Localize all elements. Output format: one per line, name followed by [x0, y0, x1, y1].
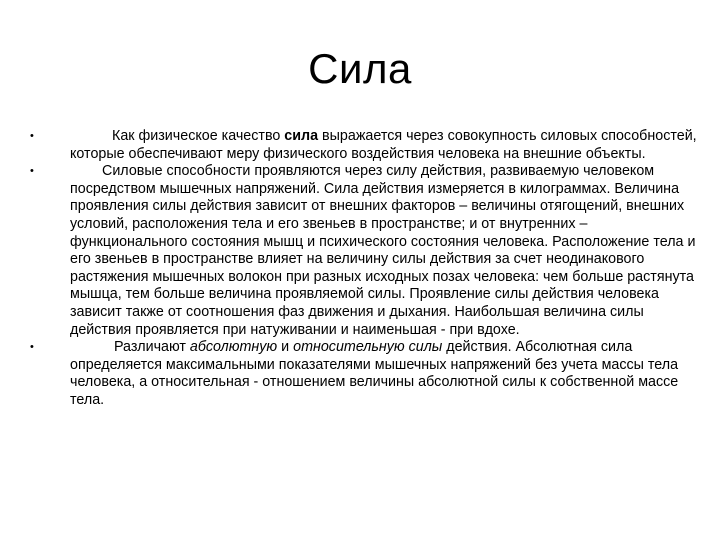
italic-term: абсолютную	[189, 339, 278, 356]
text-run: выражается через совокупность силовых способностей, которые обеспечивают меру физического воздействия человека на внешние объекты.	[70, 128, 697, 162]
text-run: Различают	[114, 339, 190, 356]
slide-title: Сила	[308, 45, 412, 92]
bullet-item-1	[30, 128, 698, 163]
bullet-text-2	[70, 163, 698, 339]
bullet-icon: •	[30, 165, 34, 178]
bullet-text-1	[70, 128, 698, 163]
text-run: Силовые способности проявляются через силу действия, развиваемую человеком посредством мышечных напряжений. Сила действия измеряется в килограммах. Величина проявления силы действия зависит от внешних факторов – величины отягощений, внешних условий, расположения тела и его звеньев в пространстве; и от внутренних – функционального состояния мышц и психического состояния человека. Расположение тела и его звеньев в пространстве влияет на величину силы действия за счет неодинакового растяжения мышечных волокон при разных исходных позах человека: чем больше растянута мышца, тем больше величина проявляемой силы. Проявление силы действия человека зависит также от соотношения фаз движения и дыхания. Наибольшая величина силы действия проявляется при натуживании и наименьшая - при вдохе.	[70, 163, 696, 338]
text-run: действия. Абсолютная сила определяется максимальными показателями мышечных напряжений без учета массы тела человека, а относительная - отношением величины абсолютной силы к собственной массе тела.	[70, 339, 679, 408]
bullet-item-2	[30, 163, 698, 339]
text-run: Как физическое качество	[112, 128, 285, 144]
bullet-icon: •	[30, 130, 34, 142]
bullet-icon: •	[30, 341, 34, 354]
slide-body	[30, 128, 698, 410]
bullet-text-3	[70, 339, 698, 409]
bullet-item-3	[30, 339, 698, 409]
bold-term: сила	[284, 128, 319, 144]
text-run: и	[277, 339, 294, 356]
italic-term: относительную силы	[293, 339, 443, 356]
